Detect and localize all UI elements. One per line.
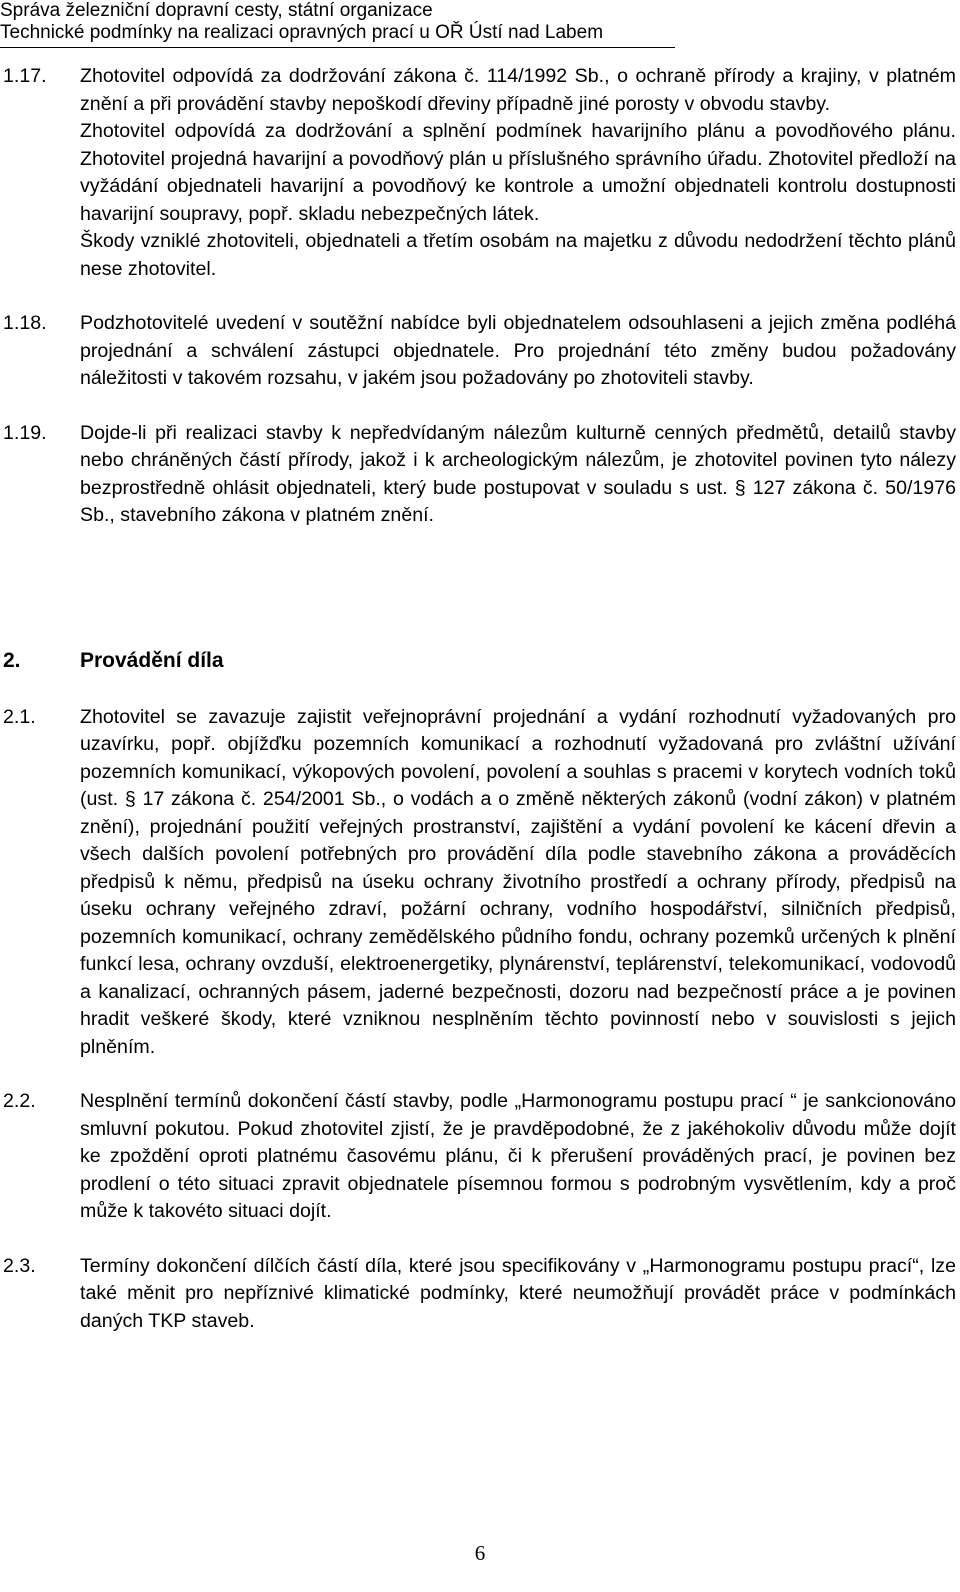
- paragraph: Zhotovitel odpovídá za dodržování zákona č. 114/1992 Sb., o ochraně přírody a krajiny, v platném znění a při provádění stavby nepoškodí dřeviny případně jiné porosty v obvodu stavby.: [80, 65, 956, 115]
- paragraph: Nesplnění termínů dokončení částí stavby, podle „Harmonogramu postupu prací “ je sankcionováno smluvní pokutou. Pokud zhotovitel zjistí, že je pravděpodobné, že z jakéhokoliv důvodu může dojít ke zpoždění oproti platnému časovému plánu, či k přerušení prováděných prací, je povinen bez prodlení o této situaci zpravit objednatele písemnou formou s podrobným vysvětlením, kdy a proč může k takovéto situaci dojít.: [80, 1090, 956, 1222]
- document-body: [0, 63, 958, 1362]
- section-text: [80, 420, 958, 530]
- section-number: 2.3.: [3, 1254, 36, 1277]
- section-text: [80, 310, 958, 393]
- header-document-title: Technické podmínky na realizaci opravných prací u OŘ Ústí nad Labem: [0, 22, 604, 43]
- paragraph: Zhotovitel odpovídá za dodržování a splnění podmínek havarijního plánu a povodňového plánu. Zhotovitel projedná havarijní a povodňový plán u příslušného správního úřadu. Zhotovitel předloží na vyžádání objednateli havarijní a povodňový ke kontrole a umožní objednateli kontrolu dostupnosti havarijní soupravy, popř. skladu nebezpečných látek.: [80, 120, 956, 225]
- paragraph: Termíny dokončení dílčích částí díla, které jsou specifikovány v „Harmonogramu postupu prací“, lze také měnit pro nepříznivé klimatické podmínky, které neumožňují provádět práce v podmínkách daných TKP staveb.: [80, 1254, 956, 1332]
- section-1-18: [0, 310, 958, 393]
- section-1-17: [0, 63, 958, 283]
- section-text: [80, 1253, 958, 1336]
- page-number: 6: [474, 1541, 486, 1565]
- section-number: 1.18.: [3, 312, 47, 334]
- section-number: 2.1.: [3, 705, 36, 728]
- paragraph: Podzhotovitelé uvedení v soutěžní nabídce byli objednatelem odsouhlaseni a jejich změna podléhá projednání a schválení zástupci objednatele. Pro projednání této změny budou požadovány náležitosti v takovém rozsahu, v jakém jsou požadovány po zhotoviteli stavby.: [80, 312, 956, 389]
- section-2-1: [0, 704, 958, 1062]
- section-1-19: [0, 420, 958, 530]
- chapter-number: 2.: [3, 648, 21, 672]
- section-2-2: [0, 1088, 958, 1226]
- section-number: 1.19.: [3, 421, 47, 444]
- paragraph: Škody vzniklé zhotoviteli, objednateli a třetím osobám na majetku z důvodu nedodržení těchto plánů nese zhotovitel.: [80, 230, 956, 280]
- section-number: 1.17.: [3, 65, 47, 87]
- section-text: [80, 704, 958, 1062]
- section-text: [80, 63, 958, 283]
- chapter-title: Provádění díla: [80, 648, 224, 672]
- section-text: [80, 1088, 958, 1226]
- chapter-heading: [0, 647, 958, 675]
- section-number: 2.2.: [3, 1090, 36, 1112]
- paragraph: Dojde-li při realizaci stavby k nepředvídaným nálezům kulturně cenných předmětů, detailů stavby nebo chráněných částí přírody, jakož i k archeologickým nálezům, je zhotovitel povinen tyto nálezy bezprostředně ohlásit objednateli, který bude postupovat v souladu s ust. § 127 zákona č. 50/1976 Sb., stavebního zákona v platném znění.: [80, 421, 956, 526]
- section-2-3: [0, 1253, 958, 1336]
- page-header: [0, 0, 960, 50]
- header-divider: [0, 47, 675, 48]
- header-organization: Správa železniční dopravní cesty, státní organizace: [0, 0, 433, 21]
- paragraph: Zhotovitel se zavazuje zajistit veřejnoprávní projednání a vydání rozhodnutí vyžadovaných pro uzavírku, popř. objížďku pozemních komunikací a rozhodnutí vyžadovaná pro zvláštní užívání pozemních komunikací, výkopových povolení, povolení a souhlas s pracemi v korytech vodních toků (ust. § 17 zákona č. 254/2001 Sb., o vodách a o změně některých zákonů (vodní zákon) v platném znění), projednání použití veřejných prostranství, zajištění a vydání povolení ke kácení dřevin a všech dalších povolení potřebných pro provádění díla podle stavebního zákona a prováděcích předpisů k němu, předpisů na úseku ochrany životního prostředí a ochrany přírody, předpisů na úseku ochrany veřejného zdraví, požární ochrany, vodního hospodářství, silničních předpisů, pozemních komunikací, ochrany zemědělského půdního fondu, ochrany pozemků určených k plnění funkcí lesa, ochrany ovzduší, elektroenergetiky, plynárenství, teplárenství, telekomunikací, vodovodů a kanalizací, ochranných pásem, jaderné bezpečnosti, dozoru nad bezpečností práce a je povinen hradit veškeré škody, které vzniknou nesplněním těchto povinností nebo v souvislosti s jejich plněním.: [80, 705, 956, 1058]
